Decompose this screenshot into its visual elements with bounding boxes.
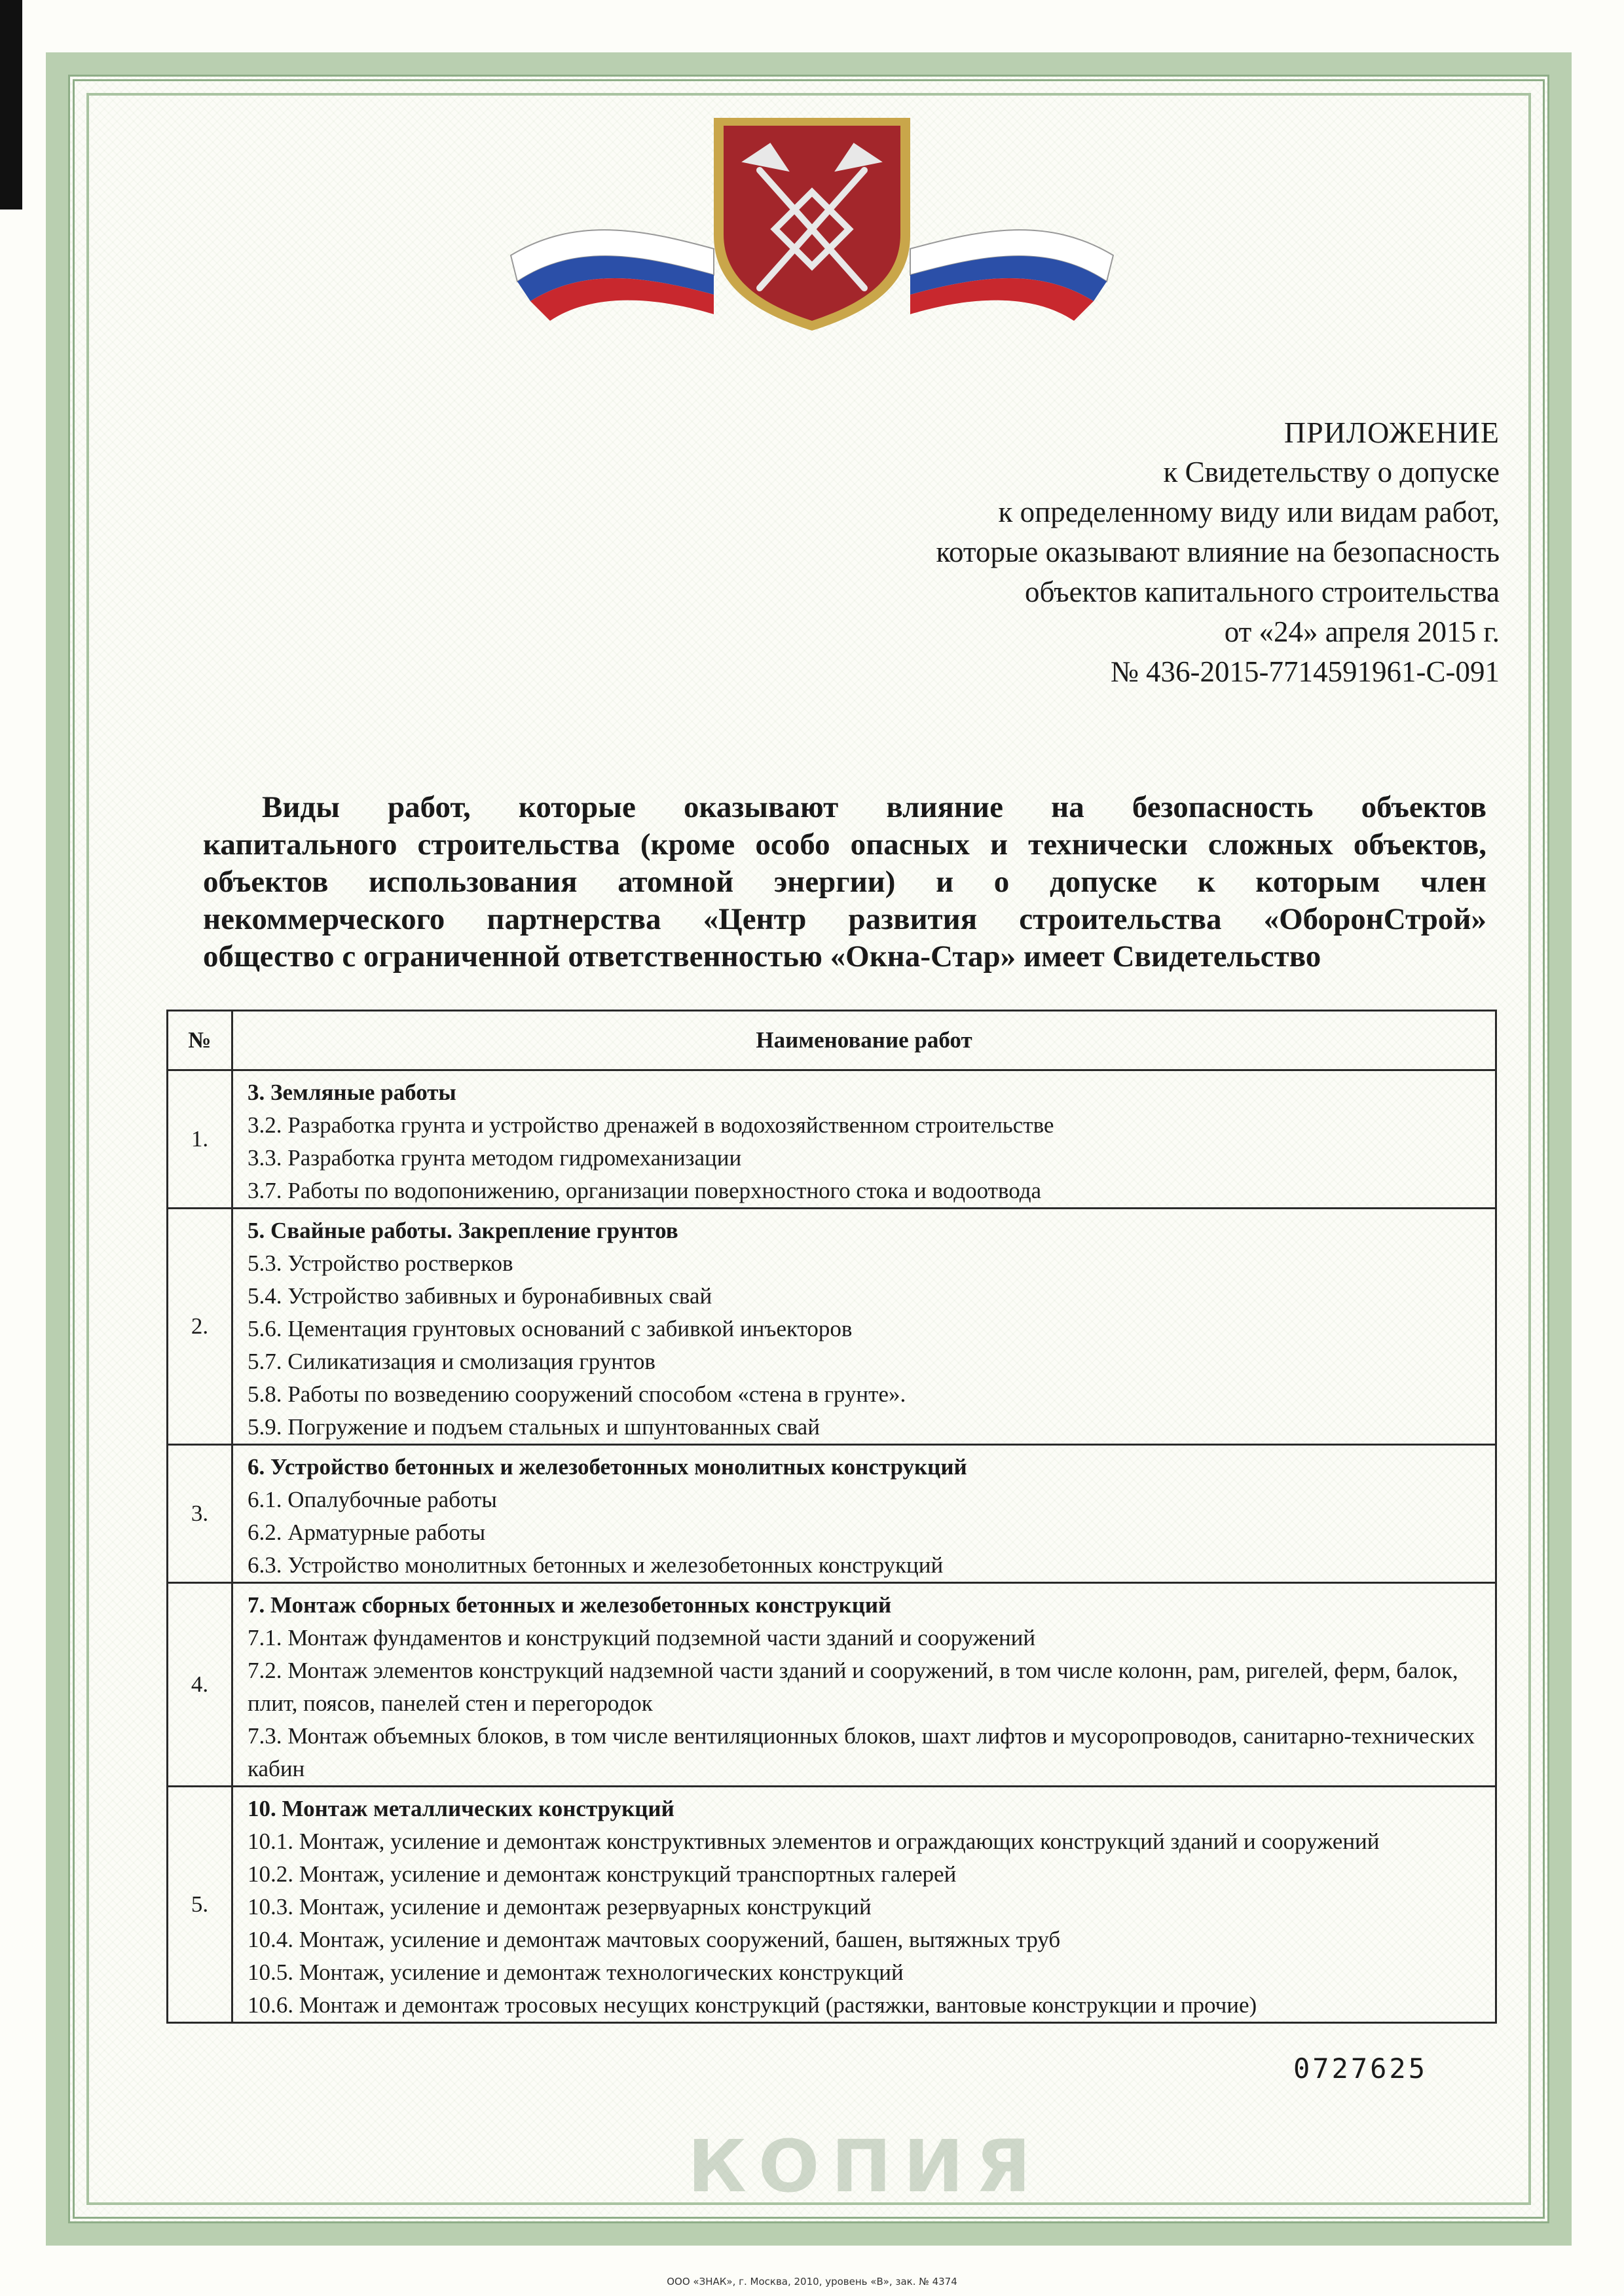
work-item: 10.4. Монтаж, усиление и демонтаж мачтовых сооружений, башен, вытяжных труб [248, 1927, 1061, 1952]
header-date: от «24» апреля 2015 г. [1224, 615, 1500, 648]
binder-edge [0, 0, 22, 210]
intro-line: Виды работ, которые оказывают влияние на безопасность объектов [262, 790, 1486, 824]
work-item: 6.3. Устройство монолитных бетонных и железобетонных конструкций [248, 1552, 944, 1578]
work-item: 5.9. Погружение и подъем стальных и шпунтованных свай [248, 1414, 820, 1440]
table-row [168, 1209, 1496, 1445]
work-item: 3.2. Разработка грунта и устройство дренажей в водохозяйственном строительстве [248, 1112, 1054, 1138]
header-name: Наименование работ [232, 1011, 1496, 1070]
header-line: объектов капитального строительства [1025, 575, 1500, 608]
emblem-icon [498, 98, 1126, 334]
table-row [168, 1445, 1496, 1583]
intro-line: общество с ограниченной ответственностью «Окна-Стар» имеет Свидетельство [203, 939, 1321, 974]
intro-line: капитального строительства (кроме особо опасных и технически сложных объектов, [203, 828, 1486, 862]
work-item: 5.6. Цементация грунтовых оснований с забивкой инъекторов [248, 1316, 853, 1341]
section-title: 7. Монтаж сборных бетонных и железобетонных конструкций [248, 1592, 892, 1618]
header-line: к определенному виду или видам работ, [998, 496, 1500, 528]
row-number: 5. [168, 1787, 232, 2023]
work-item: 10.2. Монтаж, усиление и демонтаж конструкций транспортных галерей [248, 1861, 957, 1887]
section-title: 5. Свайные работы. Закрепление грунтов [248, 1218, 678, 1243]
work-item: 10.6. Монтаж и демонтаж тросовых несущих конструкций (растяжки, вантовые конструкции и прочие) [248, 1992, 1257, 2018]
work-item: 3.7. Работы по водопонижению, организации поверхностного стока и водоотвода [248, 1178, 1042, 1203]
work-item: 6.2. Арматурные работы [248, 1520, 486, 1545]
section-title: 6. Устройство бетонных и железобетонных монолитных конструкций [248, 1454, 967, 1480]
work-item: 5.7. Силикатизация и смолизация грунтов [248, 1349, 655, 1374]
table-row [168, 1787, 1496, 2023]
header-number: № 436-2015-7714591961-С-091 [1110, 655, 1500, 688]
work-item: 6.1. Опалубочные работы [248, 1487, 497, 1512]
header-num: № [168, 1011, 232, 1070]
header-line: которые оказывают влияние на безопасность [936, 536, 1500, 568]
row-number: 2. [168, 1209, 232, 1445]
header-line: к Свидетельству о допуске [1163, 456, 1500, 488]
section-title: 3. Земляные работы [248, 1080, 456, 1105]
work-item: 7.3. Монтаж объемных блоков, в том числе вентиляционных блоков, шахт лифтов и мусоропроводов, санитарно-технических кабин [248, 1723, 1475, 1781]
intro-paragraph [203, 789, 1486, 975]
intro-line: объектов использования атомной энергии) и о допуске к которым член [203, 865, 1486, 899]
work-item: 7.1. Монтаж фундаментов и конструкций подземной части зданий и сооружений [248, 1625, 1036, 1650]
work-item: 3.3. Разработка грунта методом гидромеханизации [248, 1145, 742, 1171]
appendix-header [714, 412, 1500, 692]
copy-watermark: КОПИЯ [688, 2124, 1043, 2208]
work-item: 7.2. Монтаж элементов конструкций надземной части зданий и сооружений, в том числе колонн, рам, ригелей, ферм, балок, плит, поясов, панелей стен и перегородок [248, 1658, 1458, 1716]
serial-number: 0727625 [1293, 2052, 1428, 2085]
section-title: 10. Монтаж металлических конструкций [248, 1796, 674, 1821]
printer-note: ООО «ЗНАК», г. Москва, 2010, уровень «В», зак. № 4374 [667, 2276, 957, 2287]
row-number: 3. [168, 1445, 232, 1583]
work-item: 5.3. Устройство ростверков [248, 1250, 513, 1276]
works-table [166, 1010, 1497, 2024]
table-row [168, 1070, 1496, 1209]
row-number: 4. [168, 1583, 232, 1787]
shield-crossed-tools-icon [714, 118, 910, 331]
intro-line: некоммерческого партнерства «Центр развития строительства «ОборонСтрой» [203, 902, 1486, 936]
work-item: 5.8. Работы по возведению сооружений способом «стена в грунте». [248, 1381, 906, 1407]
row-number: 1. [168, 1070, 232, 1209]
work-item: 5.4. Устройство забивных и буронабивных свай [248, 1283, 712, 1309]
work-item: 10.5. Монтаж, усиление и демонтаж технологических конструкций [248, 1959, 904, 1985]
appendix-title: ПРИЛОЖЕНИЕ [1283, 416, 1500, 449]
table-header-row [168, 1011, 1496, 1070]
work-item: 10.1. Монтаж, усиление и демонтаж конструктивных элементов и ограждающих конструкций зданий и сооружений [248, 1829, 1380, 1854]
work-item: 10.3. Монтаж, усиление и демонтаж резервуарных конструкций [248, 1894, 872, 1920]
table-row [168, 1583, 1496, 1787]
